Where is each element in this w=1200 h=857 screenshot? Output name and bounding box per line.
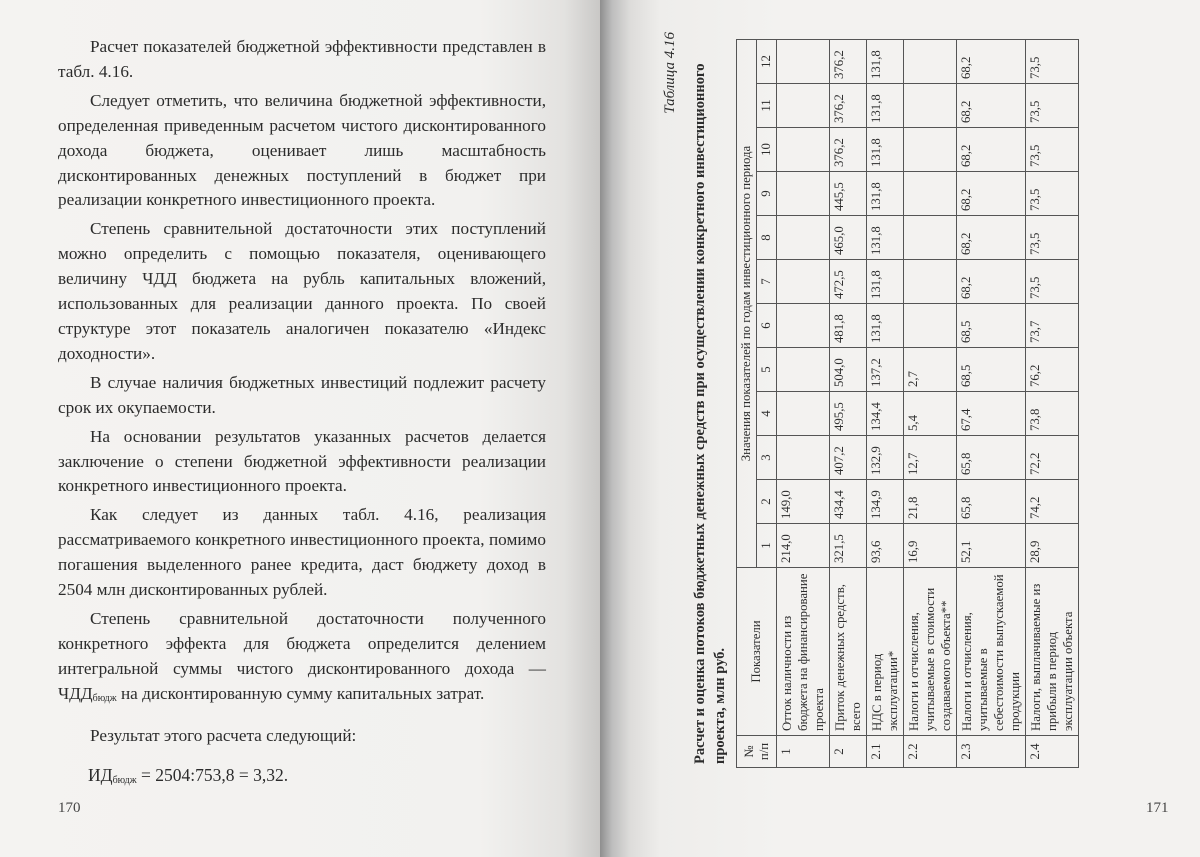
value-cell: 67,4	[957, 392, 1026, 436]
paragraph: На основании результатов указанных расчетов делается заключение о степени бюджетной эффективности реализации конкретного инвестиционного проекта.	[58, 426, 546, 496]
year-header: 3	[757, 436, 777, 480]
value-cell: 74,2	[1026, 480, 1079, 524]
value-cell	[777, 128, 830, 172]
value-cell: 72,2	[1026, 436, 1079, 480]
value-cell	[777, 216, 830, 260]
year-header: 2	[757, 480, 777, 524]
row-number: 2	[830, 736, 867, 768]
value-cell: 93,6	[867, 524, 904, 568]
value-cell	[904, 304, 957, 348]
value-cell: 73,7	[1026, 304, 1079, 348]
value-cell: 137,2	[867, 348, 904, 392]
row-indicator-name: Приток денежных средств, всего	[830, 568, 867, 736]
table-row	[957, 40, 1026, 768]
value-cell: 21,8	[904, 480, 957, 524]
value-cell: 321,5	[830, 524, 867, 568]
table-label: Таблица 4.16	[662, 32, 678, 114]
value-cell: 68,2	[957, 128, 1026, 172]
col-num-header: № п/п	[737, 736, 777, 768]
row-indicator-name: НДС в период эксплуатации*	[867, 568, 904, 736]
value-cell: 131,8	[867, 260, 904, 304]
value-cell: 134,9	[867, 480, 904, 524]
row-indicator-name: Отток наличности из бюджета на финансирование проекта	[777, 568, 830, 736]
value-cell: 73,5	[1026, 172, 1079, 216]
value-cell	[904, 216, 957, 260]
year-header: 8	[757, 216, 777, 260]
year-header: 6	[757, 304, 777, 348]
year-header: 10	[757, 128, 777, 172]
value-cell: 131,8	[867, 128, 904, 172]
value-cell	[777, 436, 830, 480]
col-indicators-header: Показатели	[737, 568, 777, 736]
value-cell: 131,8	[867, 216, 904, 260]
value-cell: 132,9	[867, 436, 904, 480]
year-header: 9	[757, 172, 777, 216]
value-cell	[777, 304, 830, 348]
value-cell: 465,0	[830, 216, 867, 260]
value-cell: 73,5	[1026, 40, 1079, 84]
row-number: 2.1	[867, 736, 904, 768]
value-cell	[777, 260, 830, 304]
paragraph: В случае наличия бюджетных инвестиций подлежит расчету срок их окупаемости.	[58, 372, 546, 417]
value-cell: 131,8	[867, 172, 904, 216]
year-header: 1	[757, 524, 777, 568]
col-values-header: Значения показателей по годам инвестиционного периода	[737, 40, 757, 568]
value-cell: 472,5	[830, 260, 867, 304]
value-cell	[777, 84, 830, 128]
value-cell: 5,4	[904, 392, 957, 436]
data-table	[736, 39, 1079, 768]
value-cell: 149,0	[777, 480, 830, 524]
value-cell: 73,8	[1026, 392, 1079, 436]
header-row	[737, 40, 757, 768]
value-cell: 407,2	[830, 436, 867, 480]
value-cell: 68,2	[957, 172, 1026, 216]
table-row	[830, 40, 867, 768]
row-number: 2.3	[957, 736, 1026, 768]
table-row	[904, 40, 957, 768]
row-number: 2.2	[904, 736, 957, 768]
value-cell	[777, 40, 830, 84]
value-cell: 2,7	[904, 348, 957, 392]
value-cell: 376,2	[830, 128, 867, 172]
value-cell: 65,8	[957, 480, 1026, 524]
value-cell: 68,2	[957, 216, 1026, 260]
page-number: 170	[58, 800, 81, 816]
value-cell: 16,9	[904, 524, 957, 568]
paragraph: Следует отметить, что величина бюджетной эффективности, определенная приведенным расчетом чистого дисконтированного дохода бюджета, оценивает лишь масштабность дисконтированных денежных поступлений в бюджет при реализации конкретного инвестиционного проекта.	[58, 90, 546, 210]
value-cell: 495,5	[830, 392, 867, 436]
row-indicator-name: Налоги, выплачиваемые из прибыли в период эксплуатации объекта	[1026, 568, 1079, 736]
value-cell: 134,4	[867, 392, 904, 436]
year-header: 7	[757, 260, 777, 304]
value-cell: 68,5	[957, 304, 1026, 348]
paragraph: Расчет показателей бюджетной эффективности представлен в табл. 4.16.	[58, 37, 546, 81]
value-cell: 65,8	[957, 436, 1026, 480]
value-cell	[904, 260, 957, 304]
value-cell: 73,5	[1026, 260, 1079, 304]
row-indicator-name: Налоги и отчисления, учитываемые в стоимости создаваемого объекта**	[904, 568, 957, 736]
value-cell: 434,4	[830, 480, 867, 524]
value-cell	[777, 348, 830, 392]
value-cell: 376,2	[830, 40, 867, 84]
paragraph: Степень сравнительной достаточности полученного конкретного эффекта для бюджета определится делением интегральной суммы чистого дисконтированного дохода — $ЧДД_{бюдж}$ на дисконтированную сумму капитальных затрат.	[58, 608, 546, 704]
value-cell: 28,9	[1026, 524, 1079, 568]
row-number: 1	[777, 736, 830, 768]
value-cell: 445,5	[830, 172, 867, 216]
value-cell	[904, 128, 957, 172]
value-cell: 214,0	[777, 524, 830, 568]
value-cell: 131,8	[867, 304, 904, 348]
year-header: 11	[757, 84, 777, 128]
value-cell: 52,1	[957, 524, 1026, 568]
row-indicator-name: Налоги и отчисления, учитываемые в себестоимости выпускаемой продукции	[957, 568, 1026, 736]
value-cell: 73,5	[1026, 128, 1079, 172]
year-header: 4	[757, 392, 777, 436]
page-number: 171	[1146, 800, 1169, 816]
year-header: 12	[757, 40, 777, 84]
year-header: 5	[757, 348, 777, 392]
value-cell: 73,5	[1026, 216, 1079, 260]
left-page-text	[58, 35, 546, 748]
value-cell: 76,2	[1026, 348, 1079, 392]
value-cell: 68,2	[957, 40, 1026, 84]
table-row	[777, 40, 830, 768]
table-row	[1026, 40, 1079, 768]
paragraph: Степень сравнительной достаточности этих поступлений можно определить с помощью показателя, оценивающего величину ЧДД бюджета на рубль капитальных вложений, использованных для реализации данного проекта. По своей структуре этот показатель аналогичен показателю «Индекс доходности».	[58, 219, 546, 363]
paragraph: Как следует из данных табл. 4.16, реализация рассматриваемого конкретного инвестиционного проекта, помимо погашения выделенного ранее кредита, даст бюджету доход в 2504 млн дисконтированных рублей.	[58, 505, 546, 600]
value-cell	[777, 392, 830, 436]
rotated-table-block	[662, 20, 1096, 820]
table-title: Расчет и оценка потоков бюджетных денежных средств при осуществлении конкретного инвестиционного проекта, млн руб.	[692, 63, 728, 764]
value-cell: 481,8	[830, 304, 867, 348]
value-cell: 131,8	[867, 40, 904, 84]
value-cell	[904, 84, 957, 128]
paragraph: Результат этого расчета следующий:	[90, 725, 357, 745]
value-cell: 68,2	[957, 260, 1026, 304]
value-cell	[777, 172, 830, 216]
row-number: 2.4	[1026, 736, 1079, 768]
value-cell: 376,2	[830, 84, 867, 128]
value-cell	[904, 172, 957, 216]
value-cell	[904, 40, 957, 84]
value-cell: 12,7	[904, 436, 957, 480]
value-cell: 73,5	[1026, 84, 1079, 128]
formula: $ИД_{бюдж}$ = 2504:753,8 = 3,32.	[88, 765, 289, 786]
value-cell: 131,8	[867, 84, 904, 128]
value-cell: 504,0	[830, 348, 867, 392]
value-cell: 68,5	[957, 348, 1026, 392]
table-row	[867, 40, 904, 768]
value-cell: 68,2	[957, 84, 1026, 128]
